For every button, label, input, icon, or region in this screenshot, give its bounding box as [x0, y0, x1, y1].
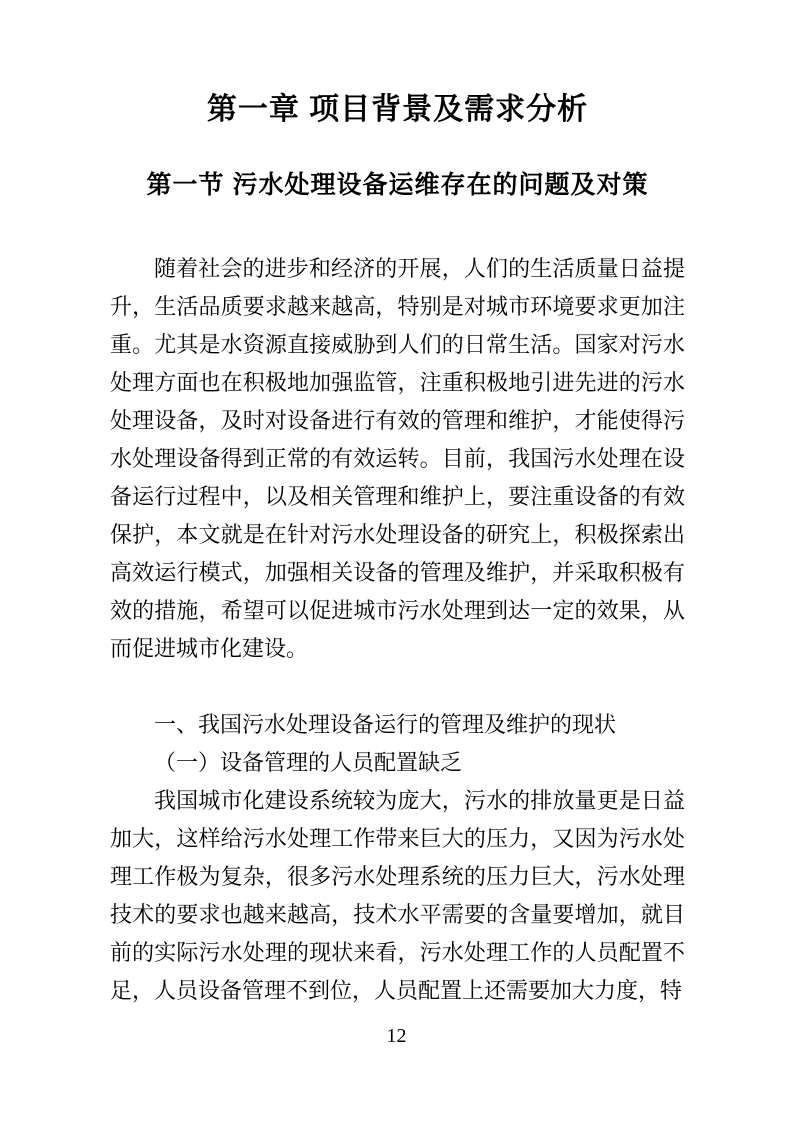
paragraph-intro: 随着社会的进步和经济的开展，人们的生活质量日益提升，生活品质要求越来越高，特别是对城市环境要求更加注重。尤其是水资源直接威胁到人们的日常生活。国家对污水处理方面也在积极地加强监管，注重积极地引进先进的污水处理设备，及时对设备进行有效的管理和维护，才能使得污水处理设备得到正常的有效运转。目前，我国污水处理在设备运行过程中，以及相关管理和维护上，要注重设备的有效保护，本文就是在针对污水处理设备的研究上，积极探索出高效运行模式，加强相关设备的管理及维护，并采取积极有效的措施，希望可以促进城市污水处理到达一定的效果，从而促进城市化建设。 [110, 256, 685, 661]
list-heading-level-1: 一、我国污水处理设备运行的管理及维护的现状 [154, 712, 617, 737]
list-heading-level-2: （一）设备管理的人员配置缺乏 [154, 750, 463, 775]
page-number: 12 [386, 1025, 407, 1047]
paragraph-body: 我国城市化建设系统较为庞大，污水的排放量更是日益加大，这样给污水处理工作带来巨大的压力，又因为污水处理工作极为复杂，很多污水处理系统的压力巨大，污水处理技术的要求也越来越高，技术水平需要的含量要增加，就目前的实际污水处理的现状来看，污水处理工作的人员配置不足，人员设备管理不到位，人员配置上还需要加大力度，特 [110, 788, 685, 1003]
section-title: 第一节 污水处理设备运维存在的问题及对策 [146, 171, 649, 199]
chapter-title: 第一章 项目背景及需求分析 [206, 93, 589, 126]
text-column [110, 0, 685, 1010]
